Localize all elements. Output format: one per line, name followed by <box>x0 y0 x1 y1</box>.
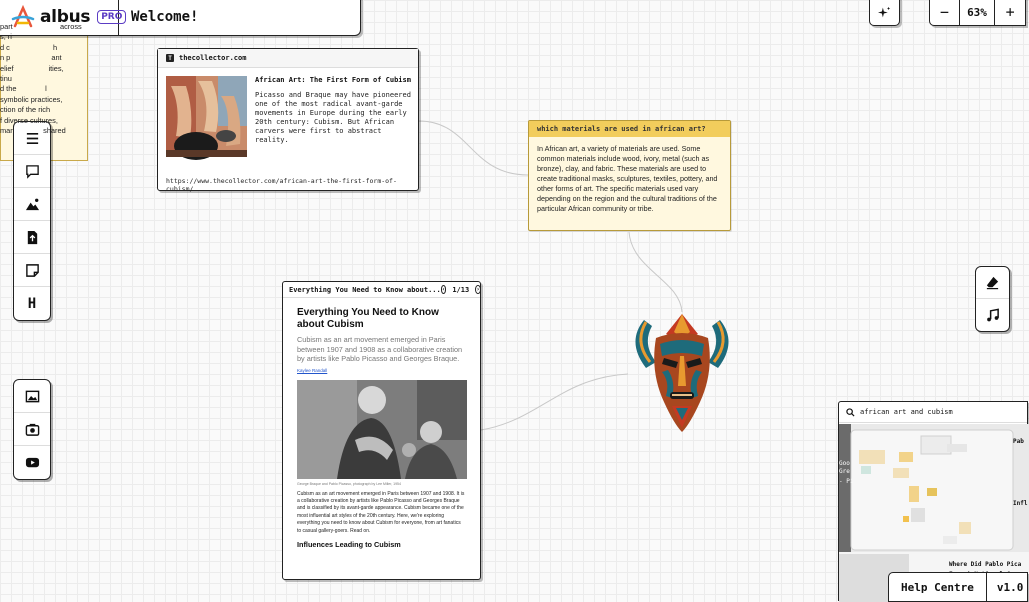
article-body: Cubism as an art movement emerged in Paris between 1907 and 1908. It is a collaborative creation by artists like Pablo Picasso and Georges Braque and is classified by its avant-garde appearance. Cubism became one of the most influential art styles of the 20th century. Here, we're exploring everything you need to know about Cubism for everyone, from art fanatics to casual gallery-goers. Read on. <box>297 490 465 534</box>
favicon-icon: T <box>166 54 174 62</box>
search-icon <box>846 408 855 417</box>
ai-answer-text: In African art, a variety of materials are used. Some common materials include wood, ivory, metal (such as bronze), clay, and fabric. These materials are used to create traditional masks, sculptures, textiles, pottery, and other forms of art. The specific materials used vary depending on the region and the cultural traditions of the particular African community or tribe. <box>537 144 718 213</box>
ai-question: which materials are used in african art? <box>529 121 730 137</box>
search-bar[interactable] <box>839 402 1027 423</box>
youtube-button[interactable] <box>14 446 50 479</box>
ai-magic-button[interactable] <box>869 0 900 26</box>
result-snippet: - Pi <box>839 478 854 485</box>
camera-icon <box>25 422 40 437</box>
photo-caption: George Braque and Pablo Picasso, photograph by Lee Miller, 1954 <box>297 481 401 486</box>
comment-button[interactable] <box>14 155 50 188</box>
zoom-control <box>929 0 1026 26</box>
image-button[interactable] <box>14 380 50 413</box>
link-card-thecollector[interactable] <box>157 48 419 191</box>
result-snippet: Infl <box>1013 500 1028 507</box>
left-toolbar-bottom <box>13 379 51 480</box>
logo-text: albus <box>40 7 91 27</box>
zoom-out-button[interactable]: − <box>930 0 960 25</box>
note-text: part across s, ri d c h n p ant elief ities, tinu d the l symbolic practices, ction of the rich f diverse cultures, man shared <box>0 22 82 136</box>
ai-answer-card[interactable] <box>528 120 731 231</box>
article-section-heading: Influences Leading to Cubism <box>297 539 401 549</box>
article-header-title: Everything You Need to Know about... <box>289 285 441 294</box>
link-url[interactable]: https://www.thecollector.com/african-art-the-first-form-of-cubism/ <box>166 177 397 193</box>
eraser-button[interactable] <box>976 267 1009 299</box>
heading-button[interactable] <box>14 287 50 320</box>
link-source: thecollector.com <box>179 54 247 62</box>
comment-icon <box>25 164 40 179</box>
web-search-card[interactable] <box>838 401 1028 601</box>
article-subtitle: Cubism as an art movement emerged in Paris between 1907 and 1908 as a collaborative creation by artists like Pablo Picasso and Georges Braque. <box>297 335 463 363</box>
article-photo <box>297 380 467 479</box>
version-label: v1.0 <box>996 580 1024 594</box>
search-query: african art and cubism <box>860 408 953 416</box>
result-snippet[interactable]: Where Did Pablo Pica <box>949 561 1022 568</box>
article-author-link[interactable]: Kaylee Randall <box>297 367 328 373</box>
file-upload-button[interactable] <box>14 221 50 254</box>
link-description: Picasso and Braque may have pioneered one of the most radical avant-garde movements in Europe during the early 20th century: Cubism. But African carvers were first to abstract reality. <box>255 91 411 144</box>
music-button[interactable] <box>976 299 1009 331</box>
african-mask-image[interactable] <box>626 312 738 434</box>
pro-badge: PRO <box>97 10 126 24</box>
image-generate-button[interactable] <box>14 188 50 221</box>
image-icon <box>25 389 40 404</box>
link-card-header <box>158 49 418 68</box>
page-indicator: 1/13 <box>452 285 470 294</box>
article-card-header <box>283 282 480 298</box>
music-icon <box>985 308 1000 323</box>
zoom-level[interactable]: 63% <box>960 0 996 25</box>
zoom-in-button[interactable]: + <box>1005 3 1015 21</box>
image-generate-icon <box>25 197 40 212</box>
result-snippet: Pab <box>1013 438 1024 445</box>
sparkle-icon <box>878 6 891 19</box>
result-snippet: Goo <box>839 460 850 467</box>
link-thumbnail <box>166 76 247 157</box>
camera-button[interactable] <box>14 413 50 446</box>
heading-icon: H <box>27 295 37 312</box>
left-toolbar-top <box>13 121 51 321</box>
article-title: Everything You Need to Know about Cubism <box>297 307 439 330</box>
file-upload-icon <box>25 230 40 245</box>
sticky-note-button[interactable] <box>14 254 50 287</box>
next-page-button[interactable]: › <box>476 286 480 293</box>
board-title[interactable]: Welcome! <box>131 9 199 25</box>
prev-page-button[interactable]: ‹ <box>441 286 446 293</box>
eraser-icon <box>985 275 1000 290</box>
help-footer <box>888 572 1028 602</box>
sticky-note-icon <box>25 263 40 278</box>
help-centre-button[interactable]: Help Centre <box>889 573 987 601</box>
article-card[interactable] <box>282 281 481 580</box>
result-snippet: Gre <box>839 468 850 475</box>
right-toolbar <box>975 266 1010 332</box>
youtube-icon <box>25 455 40 470</box>
link-heading: African Art: The First Form of Cubism <box>255 76 411 84</box>
